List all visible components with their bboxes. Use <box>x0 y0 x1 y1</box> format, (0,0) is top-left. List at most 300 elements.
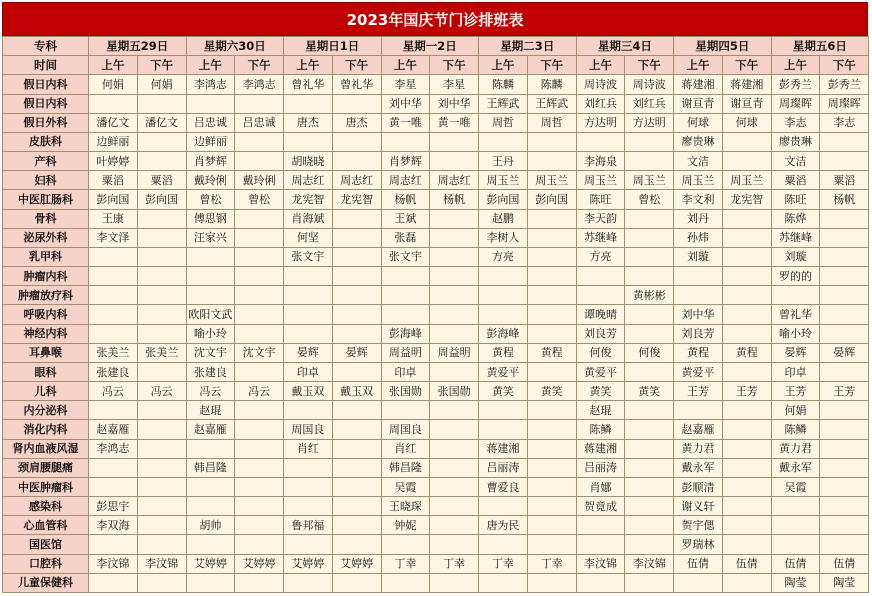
doctor-cell <box>722 477 771 496</box>
doctor-cell <box>381 573 430 592</box>
doctor-cell <box>332 401 381 420</box>
doctor-cell: 龙宪智 <box>332 190 381 209</box>
doctor-cell: 李星 <box>381 75 430 94</box>
header-row-time <box>3 56 869 75</box>
doctor-cell: 潘亿文 <box>89 113 138 132</box>
doctor-cell <box>527 324 576 343</box>
afternoon-header: 下午 <box>235 56 284 75</box>
doctor-cell <box>625 497 674 516</box>
doctor-cell: 刘红兵 <box>625 94 674 113</box>
doctor-cell: 李树人 <box>479 228 528 247</box>
time-label: 时间 <box>3 56 89 75</box>
doctor-cell <box>722 573 771 592</box>
doctor-cell <box>332 324 381 343</box>
doctor-cell: 戴玲俐 <box>235 171 284 190</box>
department-row <box>3 152 869 171</box>
doctor-cell <box>771 286 820 305</box>
doctor-cell: 胡帅 <box>186 516 235 535</box>
doctor-cell: 赵鹏 <box>479 209 528 228</box>
doctor-cell <box>381 132 430 151</box>
day-header: 星期五29日 <box>89 37 187 56</box>
doctor-cell <box>820 152 869 171</box>
doctor-cell <box>722 228 771 247</box>
doctor-cell <box>235 535 284 554</box>
department-name: 眼科 <box>3 362 89 381</box>
doctor-cell: 李文利 <box>674 190 723 209</box>
doctor-cell: 晏辉 <box>332 343 381 362</box>
doctor-cell <box>137 94 186 113</box>
doctor-cell: 李星 <box>430 75 479 94</box>
doctor-cell <box>235 305 284 324</box>
doctor-cell: 粟滔 <box>820 171 869 190</box>
doctor-cell <box>771 516 820 535</box>
doctor-cell: 周志红 <box>332 171 381 190</box>
doctor-cell <box>332 439 381 458</box>
doctor-cell <box>527 420 576 439</box>
doctor-cell: 周诗波 <box>576 75 625 94</box>
doctor-cell <box>527 477 576 496</box>
afternoon-header: 下午 <box>820 56 869 75</box>
doctor-cell <box>820 267 869 286</box>
doctor-cell <box>625 458 674 477</box>
doctor-cell: 冯云 <box>137 382 186 401</box>
doctor-cell <box>235 401 284 420</box>
doctor-cell <box>820 535 869 554</box>
department-name: 神经内科 <box>3 324 89 343</box>
doctor-cell <box>527 535 576 554</box>
doctor-cell: 周玉兰 <box>479 171 528 190</box>
doctor-cell <box>235 497 284 516</box>
doctor-cell <box>527 497 576 516</box>
doctor-cell: 黄一唯 <box>430 113 479 132</box>
doctor-cell <box>625 439 674 458</box>
doctor-cell <box>332 516 381 535</box>
doctor-cell <box>479 305 528 324</box>
doctor-cell <box>820 516 869 535</box>
doctor-cell: 方亮 <box>576 247 625 266</box>
doctor-cell <box>820 458 869 477</box>
doctor-cell <box>186 573 235 592</box>
doctor-cell: 陈麟 <box>479 75 528 94</box>
afternoon-header: 下午 <box>722 56 771 75</box>
doctor-cell: 赵嘉雁 <box>89 420 138 439</box>
doctor-cell <box>332 535 381 554</box>
doctor-cell: 黄程 <box>527 343 576 362</box>
doctor-cell: 周哲 <box>479 113 528 132</box>
doctor-cell <box>235 439 284 458</box>
department-name: 肿瘤内科 <box>3 267 89 286</box>
day-header: 星期六30日 <box>186 37 284 56</box>
doctor-cell <box>430 497 479 516</box>
doctor-cell <box>722 132 771 151</box>
doctor-cell: 印卓 <box>381 362 430 381</box>
doctor-cell: 汪家兴 <box>186 228 235 247</box>
doctor-cell <box>820 247 869 266</box>
doctor-cell <box>89 286 138 305</box>
doctor-cell: 何娟 <box>771 401 820 420</box>
doctor-cell <box>527 458 576 477</box>
doctor-cell: 吕忠诚 <box>235 113 284 132</box>
doctor-cell: 陶莹 <box>771 573 820 592</box>
doctor-cell <box>674 267 723 286</box>
department-name: 泌尿外科 <box>3 228 89 247</box>
day-header: 星期日1日 <box>284 37 382 56</box>
doctor-cell: 陈麟 <box>527 75 576 94</box>
doctor-cell <box>137 132 186 151</box>
department-row <box>3 439 869 458</box>
doctor-cell <box>186 439 235 458</box>
doctor-cell <box>820 228 869 247</box>
department-name: 国医馆 <box>3 535 89 554</box>
afternoon-header: 下午 <box>625 56 674 75</box>
doctor-cell <box>722 286 771 305</box>
doctor-cell: 陈旺 <box>771 190 820 209</box>
doctor-cell <box>284 286 333 305</box>
doctor-cell <box>89 94 138 113</box>
doctor-cell <box>430 132 479 151</box>
doctor-cell: 贺宇偲 <box>674 516 723 535</box>
department-name: 乳甲科 <box>3 247 89 266</box>
doctor-cell: 艾婷婷 <box>332 554 381 573</box>
doctor-cell <box>137 439 186 458</box>
doctor-cell <box>527 362 576 381</box>
doctor-cell <box>576 286 625 305</box>
doctor-cell <box>284 535 333 554</box>
department-row <box>3 228 869 247</box>
doctor-cell <box>722 247 771 266</box>
doctor-cell <box>284 324 333 343</box>
doctor-cell <box>674 401 723 420</box>
doctor-cell <box>381 286 430 305</box>
doctor-cell <box>235 286 284 305</box>
doctor-cell <box>235 228 284 247</box>
doctor-cell <box>479 267 528 286</box>
doctor-cell: 苏继峰 <box>576 228 625 247</box>
day-header: 星期四5日 <box>674 37 772 56</box>
doctor-cell: 谢亘青 <box>674 94 723 113</box>
department-name: 耳鼻喉 <box>3 343 89 362</box>
doctor-cell: 黄彬彬 <box>625 286 674 305</box>
doctor-cell: 彭向国 <box>479 190 528 209</box>
doctor-cell: 孙炜 <box>674 228 723 247</box>
doctor-cell: 黄一唯 <box>381 113 430 132</box>
doctor-cell: 赵嘉雁 <box>186 420 235 439</box>
doctor-cell: 罗瑞林 <box>674 535 723 554</box>
doctor-cell: 廖贵琳 <box>674 132 723 151</box>
doctor-cell: 文洁 <box>674 152 723 171</box>
doctor-cell: 胡晓晓 <box>284 152 333 171</box>
doctor-cell <box>332 228 381 247</box>
doctor-cell <box>527 132 576 151</box>
header-row-days <box>3 37 869 56</box>
day-header: 星期二3日 <box>479 37 577 56</box>
doctor-cell <box>137 535 186 554</box>
department-name: 皮肤科 <box>3 132 89 151</box>
doctor-cell <box>625 535 674 554</box>
doctor-cell: 黄爱平 <box>479 362 528 381</box>
doctor-cell: 李鸿志 <box>235 75 284 94</box>
doctor-cell: 肖红 <box>381 439 430 458</box>
doctor-cell <box>479 497 528 516</box>
doctor-cell <box>186 267 235 286</box>
doctor-cell <box>430 209 479 228</box>
doctor-cell <box>332 573 381 592</box>
doctor-cell: 蒋建湘 <box>674 75 723 94</box>
doctor-cell: 周璨晖 <box>820 94 869 113</box>
doctor-cell: 方达明 <box>625 113 674 132</box>
doctor-cell: 王晓琛 <box>381 497 430 516</box>
doctor-cell: 周璨晖 <box>771 94 820 113</box>
doctor-cell <box>479 286 528 305</box>
doctor-cell: 彭秀兰 <box>820 75 869 94</box>
department-row <box>3 554 869 573</box>
doctor-cell: 沈文宇 <box>235 343 284 362</box>
doctor-cell: 艾婷婷 <box>235 554 284 573</box>
doctor-cell: 李鸿志 <box>186 75 235 94</box>
doctor-cell: 冯云 <box>89 382 138 401</box>
doctor-cell <box>381 401 430 420</box>
doctor-cell: 王辉武 <box>479 94 528 113</box>
doctor-cell <box>722 458 771 477</box>
doctor-cell <box>186 286 235 305</box>
doctor-cell: 方达明 <box>576 113 625 132</box>
doctor-cell: 刘璇 <box>674 247 723 266</box>
doctor-cell: 肖海斌 <box>284 209 333 228</box>
doctor-cell <box>137 420 186 439</box>
doctor-cell <box>137 497 186 516</box>
doctor-cell <box>430 305 479 324</box>
doctor-cell <box>332 420 381 439</box>
doctor-cell <box>235 324 284 343</box>
doctor-cell <box>527 209 576 228</box>
doctor-cell <box>625 209 674 228</box>
afternoon-header: 下午 <box>527 56 576 75</box>
morning-header: 上午 <box>576 56 625 75</box>
doctor-cell: 黄爱平 <box>674 362 723 381</box>
department-name: 呼吸内科 <box>3 305 89 324</box>
doctor-cell <box>332 132 381 151</box>
doctor-cell <box>235 209 284 228</box>
doctor-cell <box>527 228 576 247</box>
doctor-cell: 龙宪智 <box>284 190 333 209</box>
doctor-cell: 戴玲俐 <box>186 171 235 190</box>
doctor-cell <box>381 267 430 286</box>
department-name: 颈肩腰腿痛 <box>3 458 89 477</box>
department-name: 感染科 <box>3 497 89 516</box>
department-row <box>3 132 869 151</box>
doctor-cell: 李志 <box>771 113 820 132</box>
doctor-cell: 刘中华 <box>430 94 479 113</box>
doctor-cell: 肖梦辉 <box>186 152 235 171</box>
doctor-cell: 王丹 <box>479 152 528 171</box>
doctor-cell: 刘璇 <box>771 247 820 266</box>
doctor-cell: 肖红 <box>284 439 333 458</box>
department-row <box>3 324 869 343</box>
doctor-cell <box>479 401 528 420</box>
doctor-cell <box>576 267 625 286</box>
doctor-cell: 张美兰 <box>137 343 186 362</box>
doctor-cell <box>479 420 528 439</box>
doctor-cell <box>527 286 576 305</box>
doctor-cell <box>674 286 723 305</box>
doctor-cell: 唐杰 <box>284 113 333 132</box>
doctor-cell: 黄笑 <box>479 382 528 401</box>
doctor-cell: 吴霞 <box>771 477 820 496</box>
doctor-cell: 戴永军 <box>771 458 820 477</box>
doctor-cell <box>89 535 138 554</box>
doctor-cell: 方亮 <box>479 247 528 266</box>
doctor-cell <box>186 477 235 496</box>
doctor-cell <box>235 458 284 477</box>
department-name: 妇科 <box>3 171 89 190</box>
doctor-cell <box>137 573 186 592</box>
doctor-cell <box>137 209 186 228</box>
doctor-cell: 黄笑 <box>527 382 576 401</box>
doctor-cell: 吕丽涛 <box>576 458 625 477</box>
doctor-cell <box>625 247 674 266</box>
doctor-cell: 丁幸 <box>381 554 430 573</box>
doctor-cell: 何娟 <box>89 75 138 94</box>
doctor-cell <box>771 535 820 554</box>
doctor-cell <box>722 420 771 439</box>
doctor-cell: 晏辉 <box>284 343 333 362</box>
doctor-cell: 丁幸 <box>430 554 479 573</box>
department-name: 假日外科 <box>3 113 89 132</box>
doctor-cell <box>186 535 235 554</box>
doctor-cell <box>625 228 674 247</box>
doctor-cell: 李汶锦 <box>576 554 625 573</box>
doctor-cell: 廖贵琳 <box>771 132 820 151</box>
doctor-cell <box>722 305 771 324</box>
doctor-cell <box>479 535 528 554</box>
doctor-cell <box>625 132 674 151</box>
doctor-cell: 陈旺 <box>576 190 625 209</box>
doctor-cell: 丁幸 <box>527 554 576 573</box>
department-row <box>3 343 869 362</box>
doctor-cell: 唐为民 <box>479 516 528 535</box>
afternoon-header: 下午 <box>430 56 479 75</box>
doctor-cell <box>381 305 430 324</box>
doctor-cell <box>137 305 186 324</box>
doctor-cell <box>235 132 284 151</box>
doctor-cell <box>625 152 674 171</box>
doctor-cell <box>89 324 138 343</box>
doctor-cell: 杨帆 <box>820 190 869 209</box>
doctor-cell <box>137 401 186 420</box>
doctor-cell: 周益明 <box>430 343 479 362</box>
department-row <box>3 247 869 266</box>
doctor-cell: 伍倩 <box>722 554 771 573</box>
doctor-cell: 周玉兰 <box>722 171 771 190</box>
sheet-title: 2023年国庆节门诊排班表 <box>2 2 868 36</box>
department-row <box>3 535 869 554</box>
doctor-cell: 王辉武 <box>527 94 576 113</box>
doctor-cell <box>820 497 869 516</box>
doctor-cell <box>89 247 138 266</box>
doctor-cell <box>430 477 479 496</box>
department-name: 儿童保健科 <box>3 573 89 592</box>
doctor-cell: 吴霞 <box>381 477 430 496</box>
doctor-cell: 何俊 <box>576 343 625 362</box>
doctor-cell: 何球 <box>674 113 723 132</box>
doctor-cell <box>625 573 674 592</box>
doctor-cell: 周志红 <box>284 171 333 190</box>
doctor-cell <box>284 573 333 592</box>
doctor-cell <box>137 324 186 343</box>
doctor-cell <box>284 94 333 113</box>
doctor-cell: 周玉兰 <box>674 171 723 190</box>
doctor-cell <box>284 267 333 286</box>
doctor-cell <box>430 573 479 592</box>
doctor-cell <box>430 535 479 554</box>
doctor-cell <box>576 573 625 592</box>
schedule-table <box>2 36 869 593</box>
doctor-cell <box>89 477 138 496</box>
department-name: 内分泌科 <box>3 401 89 420</box>
doctor-cell <box>820 362 869 381</box>
department-row <box>3 94 869 113</box>
doctor-cell <box>332 209 381 228</box>
doctor-cell <box>820 401 869 420</box>
doctor-cell: 周国良 <box>284 420 333 439</box>
doctor-cell <box>137 362 186 381</box>
doctor-cell: 欧阳文武 <box>186 305 235 324</box>
doctor-cell <box>89 573 138 592</box>
doctor-cell <box>284 132 333 151</box>
department-name: 产科 <box>3 152 89 171</box>
doctor-cell: 杨帆 <box>430 190 479 209</box>
doctor-cell: 张磊 <box>381 228 430 247</box>
doctor-cell <box>430 228 479 247</box>
department-name: 肾内血液风湿 <box>3 439 89 458</box>
doctor-cell <box>137 516 186 535</box>
doctor-cell <box>722 516 771 535</box>
doctor-cell <box>284 401 333 420</box>
doctor-cell <box>527 573 576 592</box>
doctor-cell: 王芳 <box>820 382 869 401</box>
doctor-cell: 黄程 <box>722 343 771 362</box>
doctor-cell: 伍倩 <box>771 554 820 573</box>
doctor-cell: 曾松 <box>186 190 235 209</box>
doctor-cell: 周益明 <box>381 343 430 362</box>
doctor-cell: 文洁 <box>771 152 820 171</box>
doctor-cell <box>576 516 625 535</box>
department-row <box>3 573 869 592</box>
doctor-cell: 李汶锦 <box>89 554 138 573</box>
doctor-cell <box>820 286 869 305</box>
doctor-cell: 李汶锦 <box>625 554 674 573</box>
doctor-cell <box>820 420 869 439</box>
doctor-cell <box>332 152 381 171</box>
doctor-cell: 彭向国 <box>137 190 186 209</box>
doctor-cell: 伍倩 <box>820 554 869 573</box>
doctor-cell: 曾松 <box>625 190 674 209</box>
doctor-cell <box>89 267 138 286</box>
doctor-cell: 何球 <box>722 113 771 132</box>
doctor-cell: 黄笑 <box>625 382 674 401</box>
doctor-cell <box>527 247 576 266</box>
doctor-cell <box>430 439 479 458</box>
doctor-cell: 韩昌隆 <box>186 458 235 477</box>
doctor-cell: 李双海 <box>89 516 138 535</box>
morning-header: 上午 <box>186 56 235 75</box>
doctor-cell: 蒋建湘 <box>576 439 625 458</box>
doctor-cell <box>722 401 771 420</box>
doctor-cell: 黄笑 <box>576 382 625 401</box>
doctor-cell: 陈鳞 <box>771 420 820 439</box>
doctor-cell <box>235 573 284 592</box>
doctor-cell: 晏辉 <box>771 343 820 362</box>
